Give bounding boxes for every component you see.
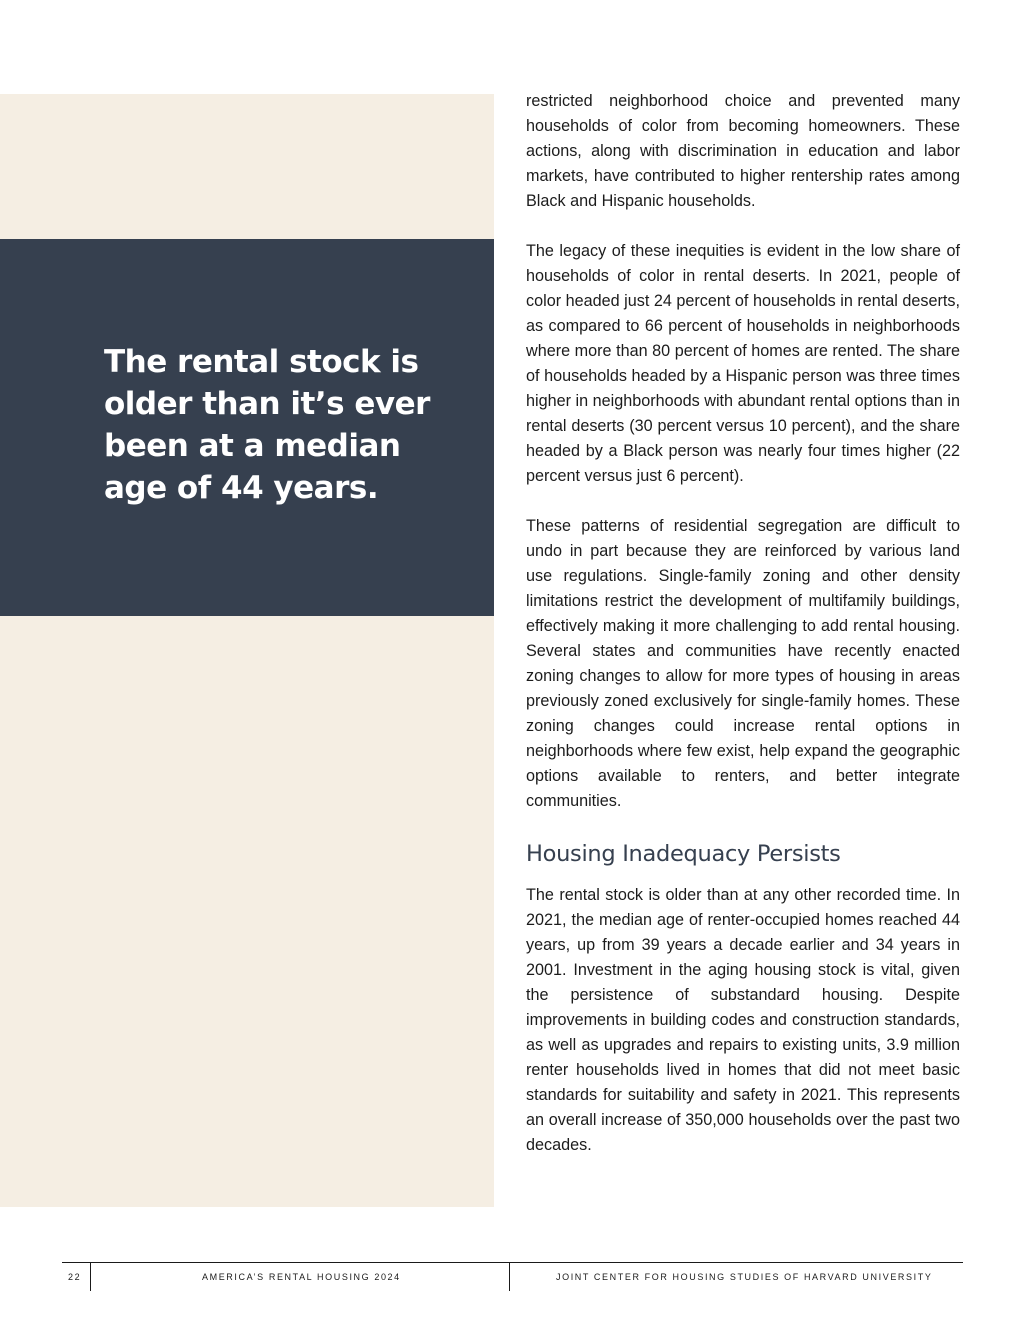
footer-rule — [62, 1262, 963, 1263]
body-paragraph: These patterns of residential segregation are difficult to undo in part because they are reinforced by various land use regulations. Single-family zoning and other density limitations restrict the development of multifamily buildings, effectively making it more challenging to add rental housing. Several states and communities have recently enacted zoning changes to allow for more types of housing in areas previously zoned exclusively for single-family homes. These zoning changes could increase rental options in neighborhoods where few exist, help expand the geographic options available to renters, and better integrate communities. — [526, 517, 960, 810]
footer-divider — [90, 1262, 91, 1291]
body-paragraph: The rental stock is older than at any other recorded time. In 2021, the median age of renter-occupied homes reached 44 years, up from 39 years a decade earlier and 34 years in 2001. Investment in the aging housing stock is vital, given the persistence of substandard housing. Despite improvements in building codes and construction standards, as well as upgrades and repairs to existing units, 3.9 million renter households lived in homes that did not meet basic standards for suitability and safety in 2021. This represents an overall increase of 350,000 households over the past two decades. — [526, 886, 960, 1154]
page-number: 22 — [68, 1272, 82, 1282]
body-paragraph: restricted neighborhood choice and prevented many households of color from becoming homeowners. These actions, along with discrimination in education and labor markets, have contributed to higher rentership rates among Black and Hispanic households. — [526, 92, 960, 210]
pull-quote: The rental stock is older than it’s ever been at a median age of 44 years. — [104, 344, 430, 506]
footer-divider — [509, 1262, 510, 1291]
body-paragraph: The legacy of these inequities is evident in the low share of households of color in rental deserts. In 2021, people of color headed just 24 percent of households in rental deserts, as compared to 66 percent of households in neighborhoods where more than 80 percent of homes are rented. The share of households headed by a Hispanic person was three times higher in neighborhoods with abundant rental options than in rental deserts (30 percent versus 10 percent), and the share headed by a Black person was nearly four times higher (22 percent versus just 6 percent). — [526, 242, 960, 485]
footer-report-title: AMERICA’S RENTAL HOUSING 2024 — [202, 1272, 401, 1282]
body-text-column — [526, 89, 960, 1183]
section-heading: Housing Inadequacy Persists — [526, 841, 841, 867]
footer-organization: JOINT CENTER FOR HOUSING STUDIES OF HARVARD UNIVERSITY — [556, 1272, 933, 1282]
